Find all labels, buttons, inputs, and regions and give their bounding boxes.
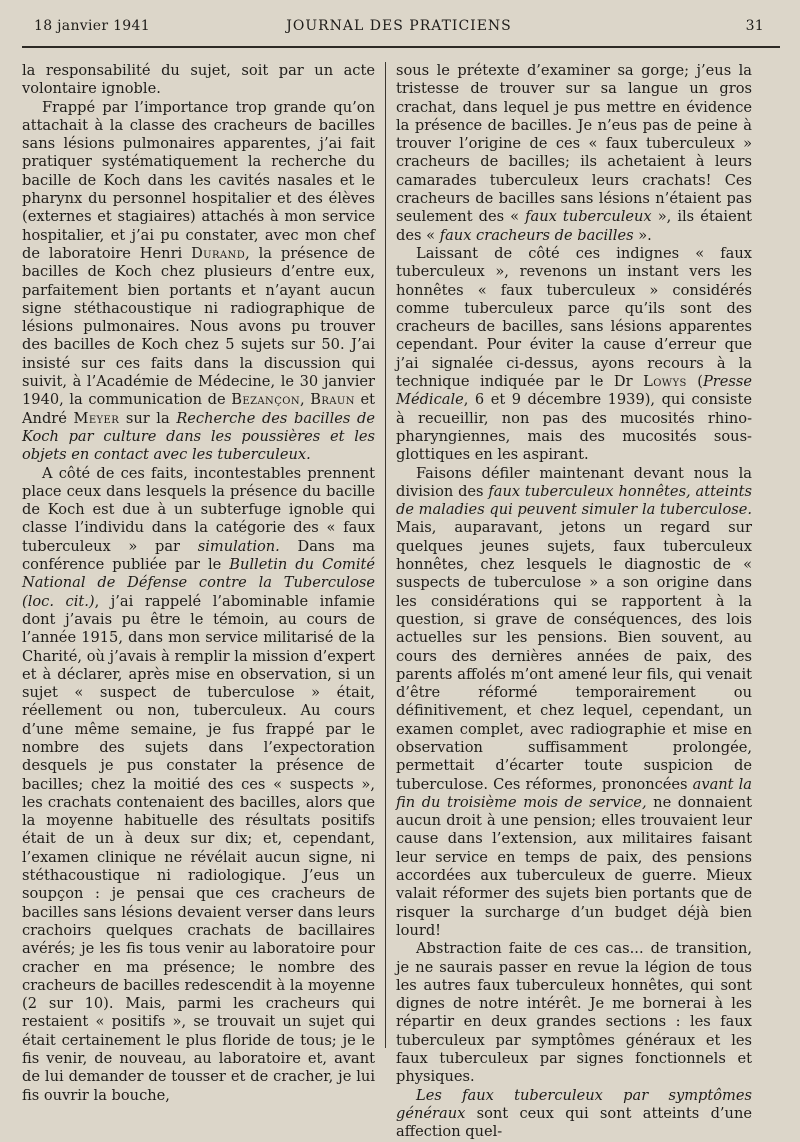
text-run: Abstraction faite de ces cas... de transition, je ne saurais passer en revue la légion de tous les autres faux tuberculeux honnêtes, qui sont dignes de notre intérêt. Je me bornerai à les répartir en deux grandes sections : les faux tuberculeux par symptômes généraux et les faux tuberculeux par signes fonctionnels et physiques. (396, 940, 752, 1086)
text-run: A côté de ces faits, incontestables prennent place ceux dans lesquels la présence du bacille de Koch est due à un subterfuge ignoble qui classe l’individu dans la catégorie des « faux tuberculeux » par (22, 464, 375, 555)
text-run: , j’ai rappelé l’abominable infamie dont j’avais pu être le témoin, au cours de l’année 1915, dans mon service militarisé de la Charité, où j’avais à remplir la mission d’expert et à déclarer, après mise en observation, si un sujet « suspect de tuberculose » était, réellement ou non, tuberculeux. Au cours d’une même semaine, je fus frappé par le nombre des sujets dans l’expectoration desquels je pus constater la présence de bacilles; chez la moitié des ces « suspects », les crachats contenaient des bacilles, alors que la moyenne habituelle des résultats positifs était de un à deux sur dix; et, cependant, l’examen clinique ne révélait aucun signe, ni stéthacoustique ni radiologique. J’eus un soupçon : je pensai que ces cracheurs de bacilles sans lésions devaient verser dans leurs crachoirs quelques crachats de bacillaires avérés; je les fis tous venir au laboratoire pour cracher en ma présence; le nombre des cracheurs de bacilles redescendit à la moyenne (2 sur 10). Mais, parmi les cracheurs qui restaient « positifs », se trouvait un sujet qui était certainement le plus floride de tous; je le fis venir, de nouveau, au laboratoire et, avant de lui demander de tousser et de cracher, je lui fis ouvrir la bouche, (22, 592, 375, 1104)
page-number: 31 (745, 18, 764, 34)
text-run: Dans ma conférence publiée par le (22, 537, 376, 574)
author-name: Lowys (643, 373, 687, 391)
paragraph (396, 1087, 752, 1142)
author-name: Bezançon (231, 391, 300, 409)
text-run: ». (633, 226, 652, 244)
text-run: ( (686, 373, 703, 391)
italic-text: avant la fin du troisième mois de service, (396, 775, 752, 811)
paragraph (22, 62, 375, 99)
text-run: Laissant de côté ces indignes « faux tuberculeux », revenons un instant vers les honnêtes « faux tuberculeux » considérés comme tuberculeux parce qu’ils sont des cracheurs de bacilles, sans lésions apparentes cependant. Pour éviter la cause d’erreur que j’ai signalée ci-dessus, ayons recours à la technique indiquée par le Dr (396, 244, 752, 391)
paragraph (396, 62, 752, 245)
text-run: ne donnaient aucun droit à une pension; elles trouvaient leur cause dans l’extension, aux militaires faisant leur service en temps de paix, des pensions accordées aux tuberculeux de guerre. Mieux valait réformer des sujets bien portants que de risquer la surcharge d’un budget déjà bien lourd! (396, 793, 752, 939)
italic-text: simulation. (197, 537, 280, 555)
paragraph (396, 940, 752, 1086)
text-run: , 6 et 9 décembre 1939), qui consiste à recueillir, non pas des mucosités rhino-pharyngiennes, mais des mucosités sous-glottiques en les aspirant. (396, 391, 752, 464)
text-run: Faisons défiler maintenant devant nous la division des (396, 464, 752, 500)
text-run: sont ceux qui sont atteints d’une affection quel- (396, 1104, 752, 1141)
text-run: », ils étaient des « (396, 208, 752, 244)
issue-date: 18 janvier 1941 (34, 18, 150, 34)
text-run: Mais, auparavant, jetons un regard sur quelques jeunes sujets, faux tuberculeux honnêtes, chez lesquels le diagnostic de « suspects de tuberculose » a son origine dans les considérations qui se rapportent à la question, si grave de conséquences, des lois actuelles sur les pensions. Bien souvent, au cours des dernières années de paix, des parents affolés m’ont amené leur fils, qui venait d’être réformé temporairement ou définitivement, et chez lequel, cependant, un examen complet, avec radiographie et mise en observation suffisamment prolongée, permettait d’écarter toute suspicion de tuberculose. Ces réformes, prononcées (396, 519, 752, 793)
italic-text: faux tuberculeux honnêtes, atteints de maladies qui peuvent simuler la tuberculose. (396, 482, 752, 519)
text-run: et André (22, 391, 376, 427)
left-column (22, 62, 376, 1104)
journal-title: JOURNAL DES PRATICIENS (286, 18, 512, 34)
column-divider (385, 62, 386, 1048)
header-rule (22, 46, 780, 48)
author-name: Durand (191, 244, 246, 262)
running-header (34, 18, 764, 42)
italic-text: Les faux tuberculeux par symptômes généraux (396, 1086, 752, 1122)
paragraph (396, 245, 752, 465)
italic-text: faux cracheurs de bacilles (439, 226, 634, 244)
right-column (396, 62, 752, 1141)
text-run: , (300, 391, 311, 409)
author-name: Meyer (73, 409, 120, 427)
italic-text: faux tuberculeux (525, 208, 652, 226)
text-run: sur la (119, 409, 177, 427)
text-run: sous le prétexte d’examiner sa gorge; j’eus la tristesse de trouver sur sa langue un gros crachat, dans lequel je pus mettre en évidence la présence de bacilles. Je n’eus pas de peine à trouver l’origine de ces « faux tuberculeux » cracheurs de bacilles; ils achetaient à leurs camarades tuberculeux leurs crachats! Ces cracheurs de bacilles sans lésions n’étaient pas seulement des « (396, 62, 752, 226)
italic-title: Bulletin du Comité National de Défense contre la Tuberculose (loc. cit.) (22, 556, 375, 610)
paragraph (22, 99, 375, 465)
author-name: Braun (310, 391, 355, 409)
text-run: Frappé par l’importance trop grande qu’on attachait à la classe des cracheurs de bacilles sans lésions pulmonaires apparentes, j’ai fait pratiquer systématiquement la recherche du bacille de Koch dans les cavités nasales et le pharynx du personnel hospitalier et des élèves (externes et stagiaires) attachés à mon service hospitalier, et j’ai pu constater, avec mon chef de laboratoire Henri (22, 98, 375, 262)
paragraph (22, 465, 375, 1105)
text-run: , la présence de bacilles de Koch chez plusieurs d’entre eux, parfaitement bien portants et n’ayant aucun signe stéthacoustique ni radiographique de lésions pulmonaires. Nous avons pu trouver des bacilles de Koch chez 5 sujets sur 50. J’ai insisté sur ces faits dans la discussion qui suivit, à l’Académie de Médecine, le 30 janvier 1940, la communication de (22, 244, 375, 409)
text-run: la responsabilité du sujet, soit par un acte volontaire ignoble. (22, 62, 375, 98)
italic-title: Presse Médicale (396, 373, 752, 409)
italic-title: Recherche des bacilles de Koch par culture dans les poussières et les objets en contact avec les tuberculeux. (22, 409, 375, 464)
paragraph (396, 465, 752, 941)
